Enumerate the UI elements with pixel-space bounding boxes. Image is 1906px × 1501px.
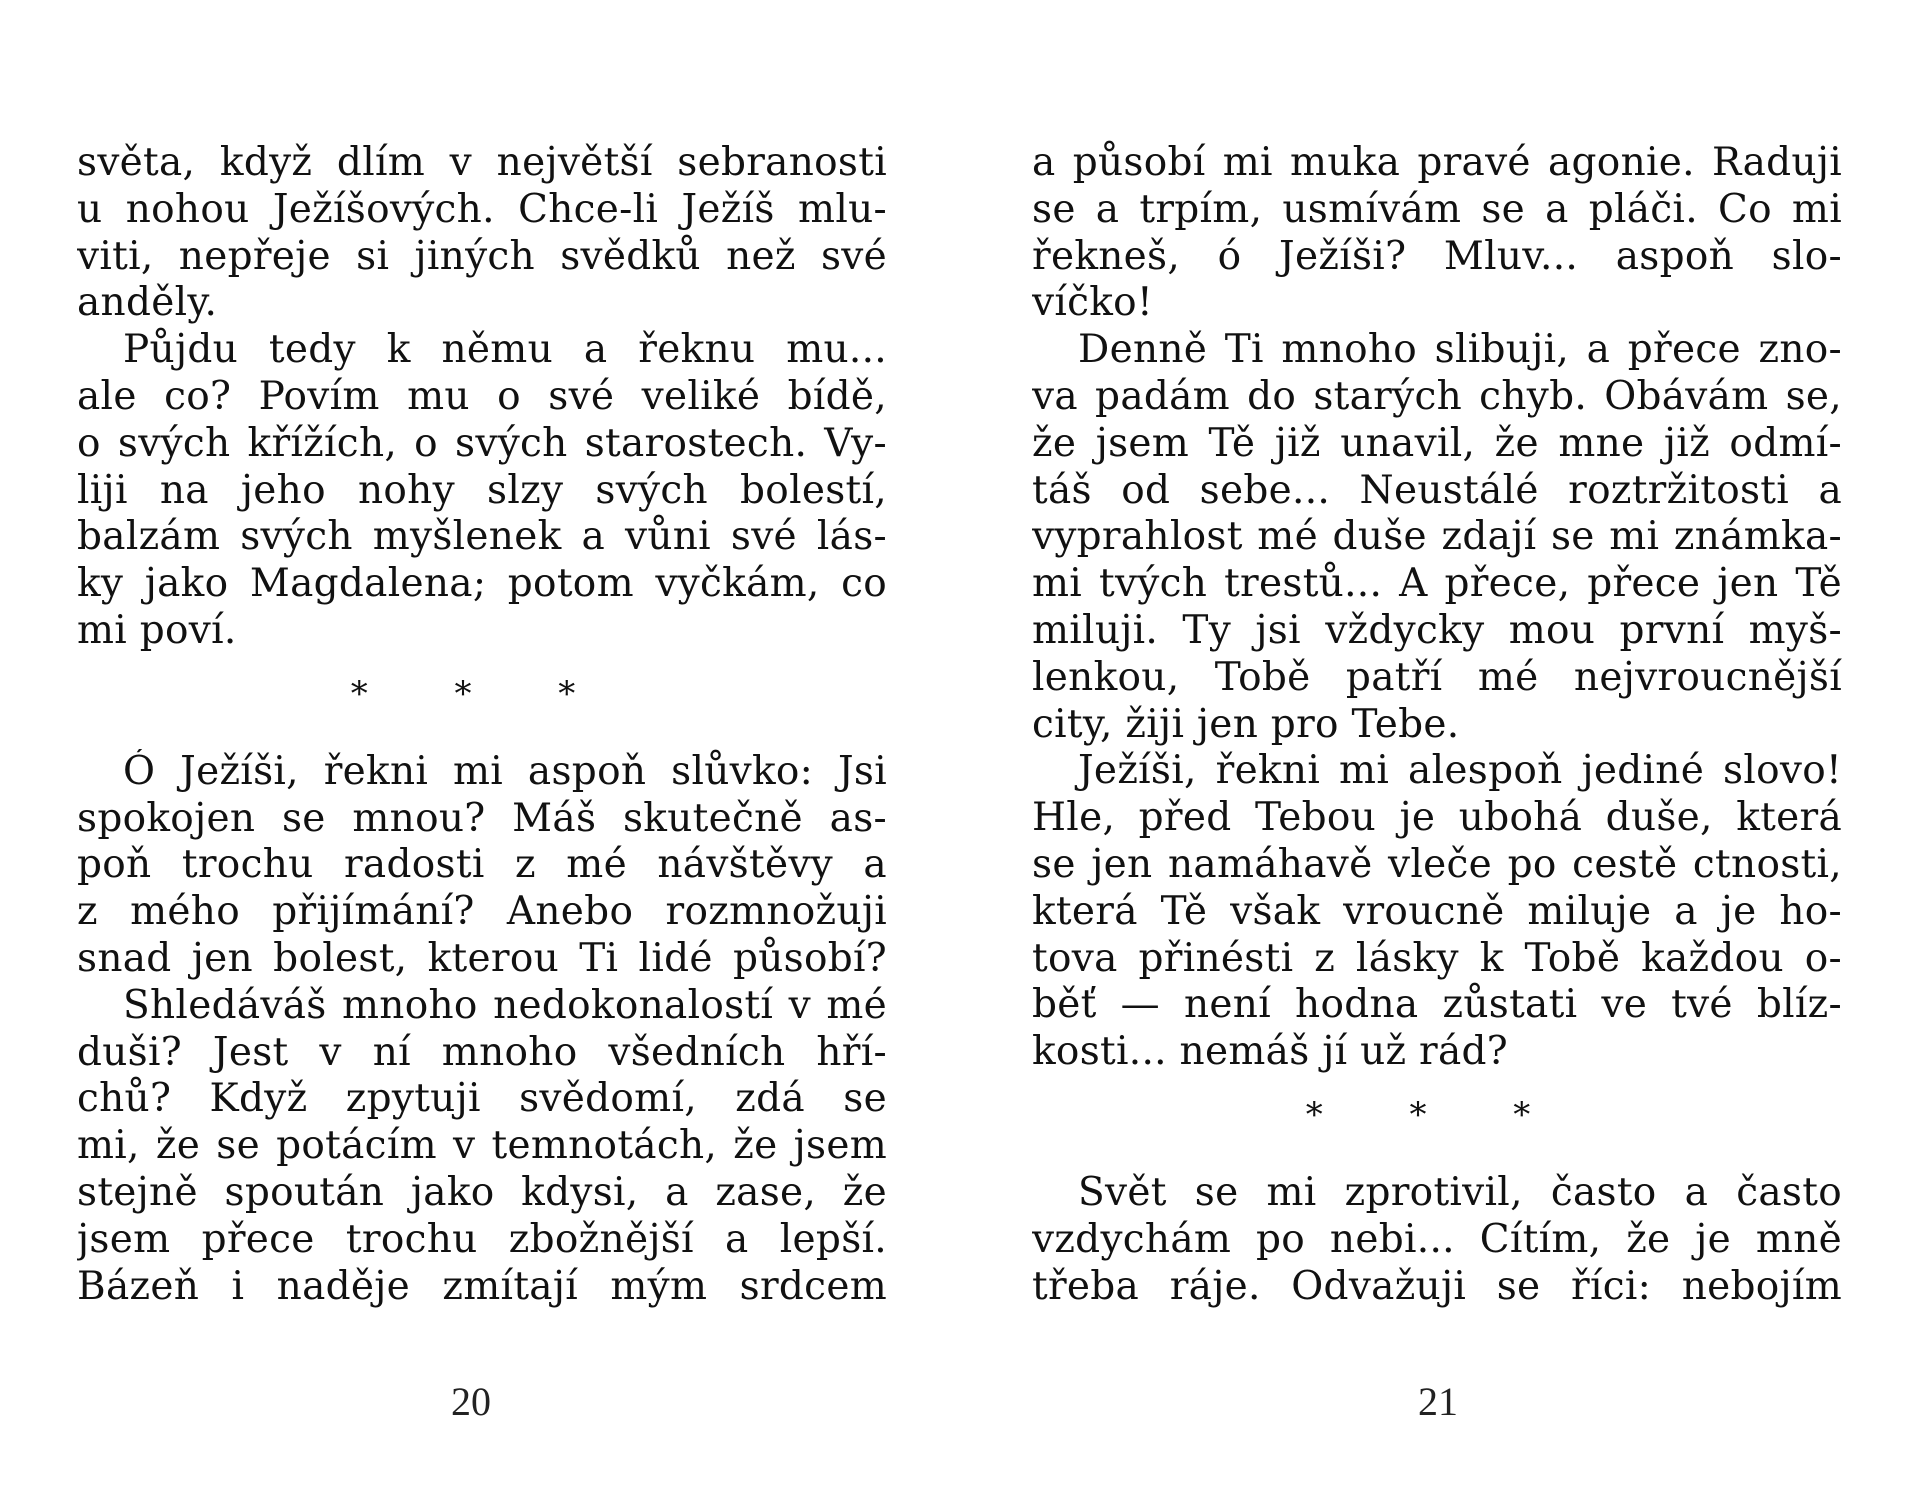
right-paragraph-2: [1032, 327, 1842, 748]
left-paragraph-2: [77, 327, 887, 655]
text-line: řekneš, ó Ježíši? Mluv... aspoň slo-: [1032, 233, 1842, 279]
text-line: duši? Jest v ní mnoho všedních hří-: [77, 1029, 887, 1075]
text-line: balzám svých myšlenek a vůni své lás-: [77, 514, 887, 560]
text-line: se jen namáhavě vleče po cestě ctnosti,: [1032, 841, 1842, 887]
text-line: ale co? Povím mu o své veliké bídě,: [77, 373, 887, 419]
right-paragraph-3: [1032, 748, 1842, 1076]
right-paragraph-4: [1032, 1170, 1842, 1310]
text-line: Ó Ježíši, řekni mi aspoň slůvko: Jsi: [123, 748, 887, 794]
text-line: jsem přece trochu zbožnější a lepší.: [77, 1216, 887, 1262]
text-line: Svět se mi zprotivil, často a často: [1078, 1169, 1842, 1215]
left-paragraph-1: [77, 140, 887, 327]
text-line: spokojen se mnou? Máš skutečně as-: [77, 795, 887, 841]
text-line: vzdychám po nebi... Cítím, že je mně: [1032, 1216, 1842, 1262]
text-line: že jsem Tě již unavil, že mne již odmí-: [1032, 420, 1842, 466]
text-line: chů? Když zpytuji svědomí, zdá se: [77, 1076, 887, 1122]
text-line: mi, že se potácím v temnotách, že jsem: [77, 1123, 887, 1169]
text-line: mi poví.: [77, 607, 237, 653]
page-number-right: 21: [1418, 1379, 1458, 1424]
text-line: víčko!: [1032, 280, 1153, 326]
right-paragraph-1: [1032, 140, 1842, 327]
text-line: která Tě však vroucně miluje a je ho-: [1032, 888, 1842, 934]
text-line: táš od sebe... Neustálé roztržitosti a: [1032, 467, 1842, 513]
text-line: o svých křížích, o svých starostech. Vy-: [77, 420, 887, 466]
text-line: mi tvých trestů... A přece, přece jen Tě: [1032, 561, 1842, 607]
left-paragraph-4: [77, 983, 887, 1311]
text-line: z mého přijímání? Anebo rozmnožuji: [77, 889, 887, 935]
text-line: Denně Ti mnoho slibuji, a přece zno-: [1078, 327, 1842, 373]
text-line: viti, nepřeje si jiných svědků než své: [77, 233, 887, 279]
text-line: snad jen bolest, kterou Ti lidé působí?: [77, 935, 887, 981]
text-line: vyprahlost mé duše zdají se mi známka-: [1032, 514, 1842, 560]
text-line: běť — není hodna zůstati ve tvé blíz-: [1032, 982, 1842, 1028]
text-line: světa, když dlím v největší sebranosti: [77, 140, 887, 185]
right-page: [1032, 140, 1842, 1310]
text-line: city, žiji jen pro Tebe.: [1032, 701, 1460, 747]
text-line: lenkou, Tobě patří mé nejvroucnější: [1032, 654, 1842, 700]
section-separator: * * *: [350, 673, 614, 714]
text-line: třeba ráje. Odvažuji se říci: nebojím: [1032, 1263, 1842, 1309]
text-line: Shledáváš mnoho nedokonalostí v mé: [123, 982, 887, 1028]
text-line: stejně spoután jako kdysi, a zase, že: [77, 1169, 887, 1215]
text-line: Bázeň i naděje zmítají mým srdcem: [77, 1263, 887, 1309]
text-line: va padám do starých chyb. Obávám se,: [1032, 373, 1842, 419]
text-line: u nohou Ježíšových. Chce-li Ježíš mlu-: [77, 186, 887, 232]
text-line: Hle, před Tebou je ubohá duše, která: [1032, 795, 1842, 841]
text-line: Ježíši, řekni mi alespoň jediné slovo!: [1078, 748, 1842, 794]
text-line: se a trpím, usmívám se a pláči. Co mi: [1032, 186, 1842, 232]
text-line: a působí mi muka pravé agonie. Raduji: [1032, 140, 1842, 185]
page-number-left: 20: [451, 1379, 491, 1424]
text-line: anděly.: [77, 280, 218, 326]
text-line: tova přinésti z lásky k Tobě každou o-: [1032, 935, 1842, 981]
text-line: liji na jeho nohy slzy svých bolestí,: [77, 467, 887, 513]
text-line: miluji. Ty jsi vždycky mou první myš-: [1032, 607, 1842, 653]
text-line: Půjdu tedy k němu a řeknu mu...: [123, 327, 887, 373]
left-paragraph-3: [77, 749, 887, 983]
text-line: ky jako Magdalena; potom vyčkám, co: [77, 561, 887, 607]
section-separator: * * *: [1305, 1094, 1569, 1135]
text-line: poň trochu radosti z mé návštěvy a: [77, 842, 887, 888]
text-line: kosti... nemáš jí už rád?: [1032, 1029, 1508, 1075]
left-page: [77, 140, 887, 1310]
